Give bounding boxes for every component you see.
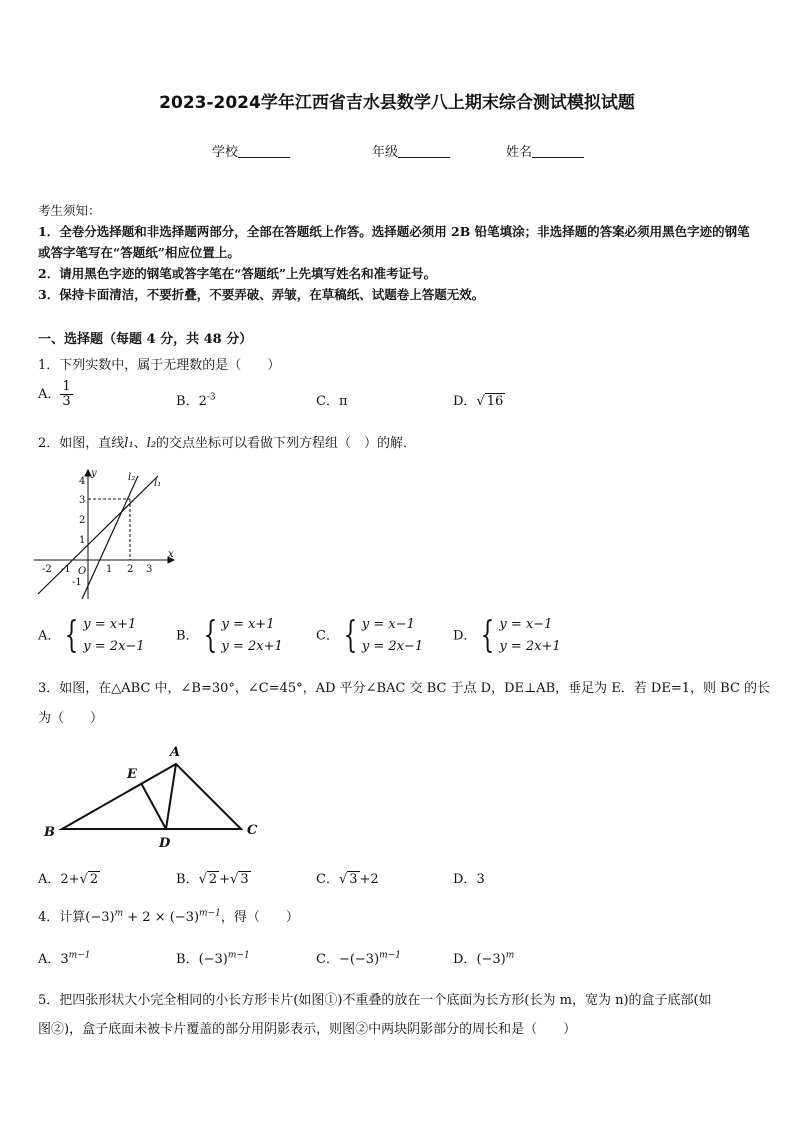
- q3-option-d[interactable]: D．3: [453, 872, 485, 887]
- q4-stem: 4．计算$(-3)^m + 2 \times (-3)^{m-1}$，得（ ）: [38, 908, 299, 925]
- line-l2: [82, 476, 138, 599]
- notice-item-2: 2．请用黑色字迹的钢笔或答字笔在“答题纸”上先填写姓名和准考证号。: [38, 266, 437, 281]
- name-field[interactable]: [506, 141, 584, 160]
- segment-ad: [166, 764, 176, 829]
- q4-option-b[interactable]: B．$(-3)^{m-1}$: [176, 950, 250, 967]
- x-tick: 1: [106, 564, 113, 575]
- x-tick: 2: [127, 564, 134, 575]
- name-label: 姓名: [506, 145, 533, 160]
- grade-blank[interactable]: [398, 145, 450, 158]
- q4-option-c[interactable]: C．$-(-3)^{m-1}$: [316, 950, 401, 967]
- q3-triangle-figure: [38, 740, 268, 852]
- segment-de: [141, 783, 166, 829]
- y-tick: 4: [79, 476, 86, 487]
- y-tick: 2: [79, 515, 86, 526]
- q3-option-a[interactable]: A．2+√ 2: [38, 872, 99, 887]
- y-tick: 3: [79, 495, 86, 506]
- x-tick: -1: [61, 564, 71, 575]
- triangle-abc: [62, 764, 241, 829]
- school-field[interactable]: [212, 141, 290, 160]
- y-tick: 1: [79, 535, 86, 546]
- x-axis-label: x: [168, 549, 174, 560]
- q4-option-a[interactable]: A．$3^{m-1}$: [38, 950, 91, 967]
- q3-option-c[interactable]: C．√ 3 +2: [316, 872, 379, 887]
- line-l1-label: l₁: [154, 478, 162, 489]
- school-label: 学校: [212, 145, 239, 160]
- notice-item-3: 3．保持卡面清洁，不要折叠，不要弄破、弄皱，在草稿纸、试题卷上答题无效。: [38, 287, 485, 302]
- vertex-c-label: C: [247, 823, 258, 838]
- q1-option-c[interactable]: C．π: [316, 394, 348, 409]
- page-title: 2023-2024学年江西省吉水县数学八上期末综合测试模拟试题: [159, 93, 635, 113]
- grade-label: 年级: [372, 145, 399, 160]
- vertex-a-label: A: [170, 745, 181, 760]
- y-tick: -1: [72, 577, 82, 588]
- school-blank[interactable]: [238, 145, 290, 158]
- q3-stem-line-2: 为（ ）: [38, 711, 104, 726]
- q3-option-b[interactable]: B．√ 2 +√ 3: [176, 872, 249, 887]
- vertex-b-label: B: [44, 825, 55, 840]
- q2-coordinate-graph: [34, 464, 184, 604]
- line-l1: [38, 476, 158, 594]
- section-heading: 一、选择题（每题 4 分，共 48 分）: [38, 332, 253, 347]
- q5-stem-line-2: 图②)，盒子底面未被卡片覆盖的部分用阴影表示，则图②中两块阴影部分的周长和是（ ）: [38, 1022, 577, 1037]
- q2-option-a[interactable]: A． { y = x+1 y = 2x−1: [38, 615, 145, 656]
- notice-heading: 考生须知：: [38, 203, 101, 218]
- q4-option-d[interactable]: D．$(-3)^m$: [453, 950, 515, 967]
- q2-option-d[interactable]: D． { y = x−1 y = 2x+1: [453, 615, 561, 656]
- q5-stem-line-1: 5．把四张形状大小完全相同的小长方形卡片(如图①)不重叠的放在一个底面为长方形(长为 m，宽为 n)的盒子底部(如: [38, 993, 712, 1008]
- name-blank[interactable]: [532, 145, 584, 158]
- notice-item-1: 1．全卷分选择题和非选择题两部分，全部在答题纸上作答。选择题必须用 2B 铅笔填涂；非选择题的答案必须用黑色字迹的钢笔或答字笔写在“答题纸”相应位置上。: [38, 224, 750, 260]
- y-axis-label: y: [91, 468, 97, 479]
- line-l2-label: l₂: [128, 472, 136, 483]
- q3-stem-line-1: 3．如图，在△ABC 中，∠B=30°，∠C=45°，AD 平分∠BAC 交 BC 于点 D，DE⊥AB，垂足为 E．若 DE=1，则 BC 的长: [38, 681, 771, 696]
- q1-stem: 1．下列实数中，属于无理数的是（ ）: [38, 358, 281, 373]
- x-tick: 3: [146, 564, 153, 575]
- q2-option-c[interactable]: C． { y = x−1 y = 2x−1: [316, 615, 424, 656]
- q1-option-d[interactable]: D．√ 16: [453, 394, 504, 409]
- q2-stem: 2．如图，直线l₁、l₂的交点坐标可以看做下列方程组（ ）的解．: [38, 436, 417, 451]
- origin-label: O: [78, 566, 87, 577]
- notice-block: [38, 200, 758, 305]
- point-e-label: E: [127, 767, 137, 782]
- fraction: $\frac{1}{3}$: [62, 379, 71, 409]
- x-tick: -2: [42, 564, 52, 575]
- q2-option-b[interactable]: B． { y = x+1 y = 2x+1: [176, 615, 283, 656]
- q1-option-b[interactable]: B．$2^{-3}$: [176, 392, 216, 409]
- grade-field[interactable]: [372, 141, 450, 160]
- q1-option-a[interactable]: A． $\frac{1}{3}$: [38, 379, 71, 409]
- point-d-label: D: [159, 836, 171, 851]
